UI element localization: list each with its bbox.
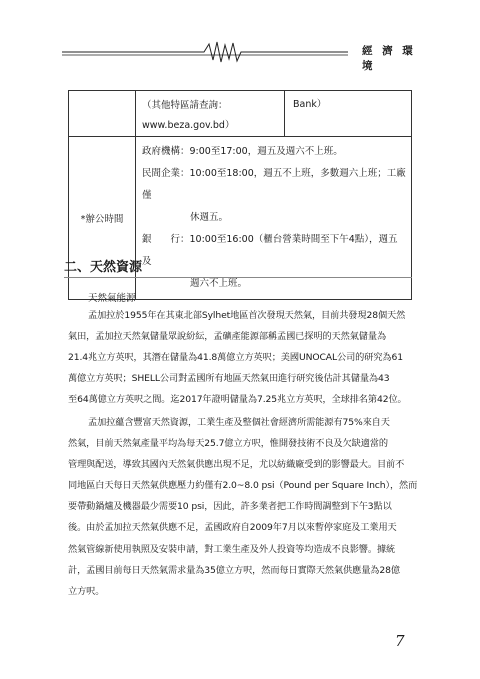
- paragraph-line: 要帶動鍋爐及機器最少需要10 psi，因此，許多業者把工作時間調整到下午3點以: [68, 501, 392, 513]
- paragraph-line: 後。由於孟加拉天然氣供應不足，孟國政府自2009年7月以來暫停家庭及工業用天: [68, 522, 397, 534]
- paragraph-line: 計，孟國目前每日天然氣需求量為35億立方呎，然而每日實際天然氣供應量為28億: [68, 564, 400, 576]
- contact-line-2: www.beza.gov.bd）: [142, 120, 235, 131]
- hours-line-government: 政府機構：9:00至17:00，週五及週六不上班。: [142, 146, 343, 157]
- paragraph-line: 氣田，孟加拉天然氣儲量眾說紛紜，孟礦產能源部稱孟國已探明的天然氣儲量為: [68, 331, 387, 343]
- bank-fragment: Bank）: [293, 99, 327, 110]
- table-cell-empty: [69, 91, 136, 137]
- table-row: [69, 137, 412, 300]
- page-number: 7: [395, 632, 405, 650]
- table-row: [69, 91, 412, 137]
- paragraph-line: 孟加拉蘊含豐富天然資源，工業生產及整個社會經濟所需能源有75%來自天: [88, 417, 390, 428]
- contact-line-1: （其他特區請查詢：: [142, 100, 228, 111]
- hours-line-bank: 銀 行：10:00至16:00（櫃台營業時間至下午4點），週五及: [142, 234, 398, 267]
- hours-line-private: 民間企業：10:00至18:00，週五不上班，多數週六上班；工廠僅: [142, 168, 406, 201]
- paragraph-line: 孟加拉於1955年在其東北部Sylhet地區首次發現天然氣，目前共發現28個天然: [88, 310, 406, 321]
- paragraph-line: 同地區白天每日天然氣供應壓力約僅有2.0~8.0 psi（Pound per Square Inch），然而: [68, 480, 418, 492]
- paragraph-line: 萬億立方英呎；SHELL公司對孟國所有地區天然氣田進行研究後估計其儲量為43: [68, 373, 390, 385]
- header-title: 經 濟 環 境: [362, 45, 416, 72]
- hours-content: [136, 137, 412, 300]
- table-cell-bank: [285, 91, 412, 137]
- paragraph-natural-gas-reserves: [68, 305, 414, 410]
- running-header: [62, 40, 416, 72]
- paragraph-line: 21.4兆立方英呎，其潛在儲量為41.8萬億立方英呎；美國UNOCAL公司的研究為61: [68, 352, 404, 364]
- table-cell-contact: [136, 91, 285, 137]
- subheading: 天然氣能源: [88, 293, 136, 304]
- hours-label: *辦公時間: [69, 137, 136, 300]
- paragraph-line: 然氣，目前天然氣產量平均為每天25.7億立方呎，惟開發技術不良及欠缺適當的: [68, 438, 388, 450]
- paragraph-line: 至64萬億立方英呎之間。迄2017年證明儲量為7.25兆立方英呎，全球排名第42位。: [68, 394, 407, 406]
- section-title: 二、天然資源: [64, 260, 143, 275]
- paragraph-line: 管理與配送，導致其國內天然氣供應出現不足，尤以紡織廠受到的影響最大。目前不: [68, 459, 405, 471]
- paragraph-natural-gas-supply: [68, 412, 418, 602]
- paragraph-line: 立方呎。: [68, 585, 105, 597]
- paragraph-line: 然氣管線新使用執照及安裝申請，對工業生產及外人投資等均造成不良影響。據統: [68, 543, 396, 555]
- section-divider: [64, 277, 412, 278]
- hours-line-private-cont: 休週五。: [190, 212, 229, 223]
- hours-line-bank-cont: 週六不上班。: [190, 278, 248, 289]
